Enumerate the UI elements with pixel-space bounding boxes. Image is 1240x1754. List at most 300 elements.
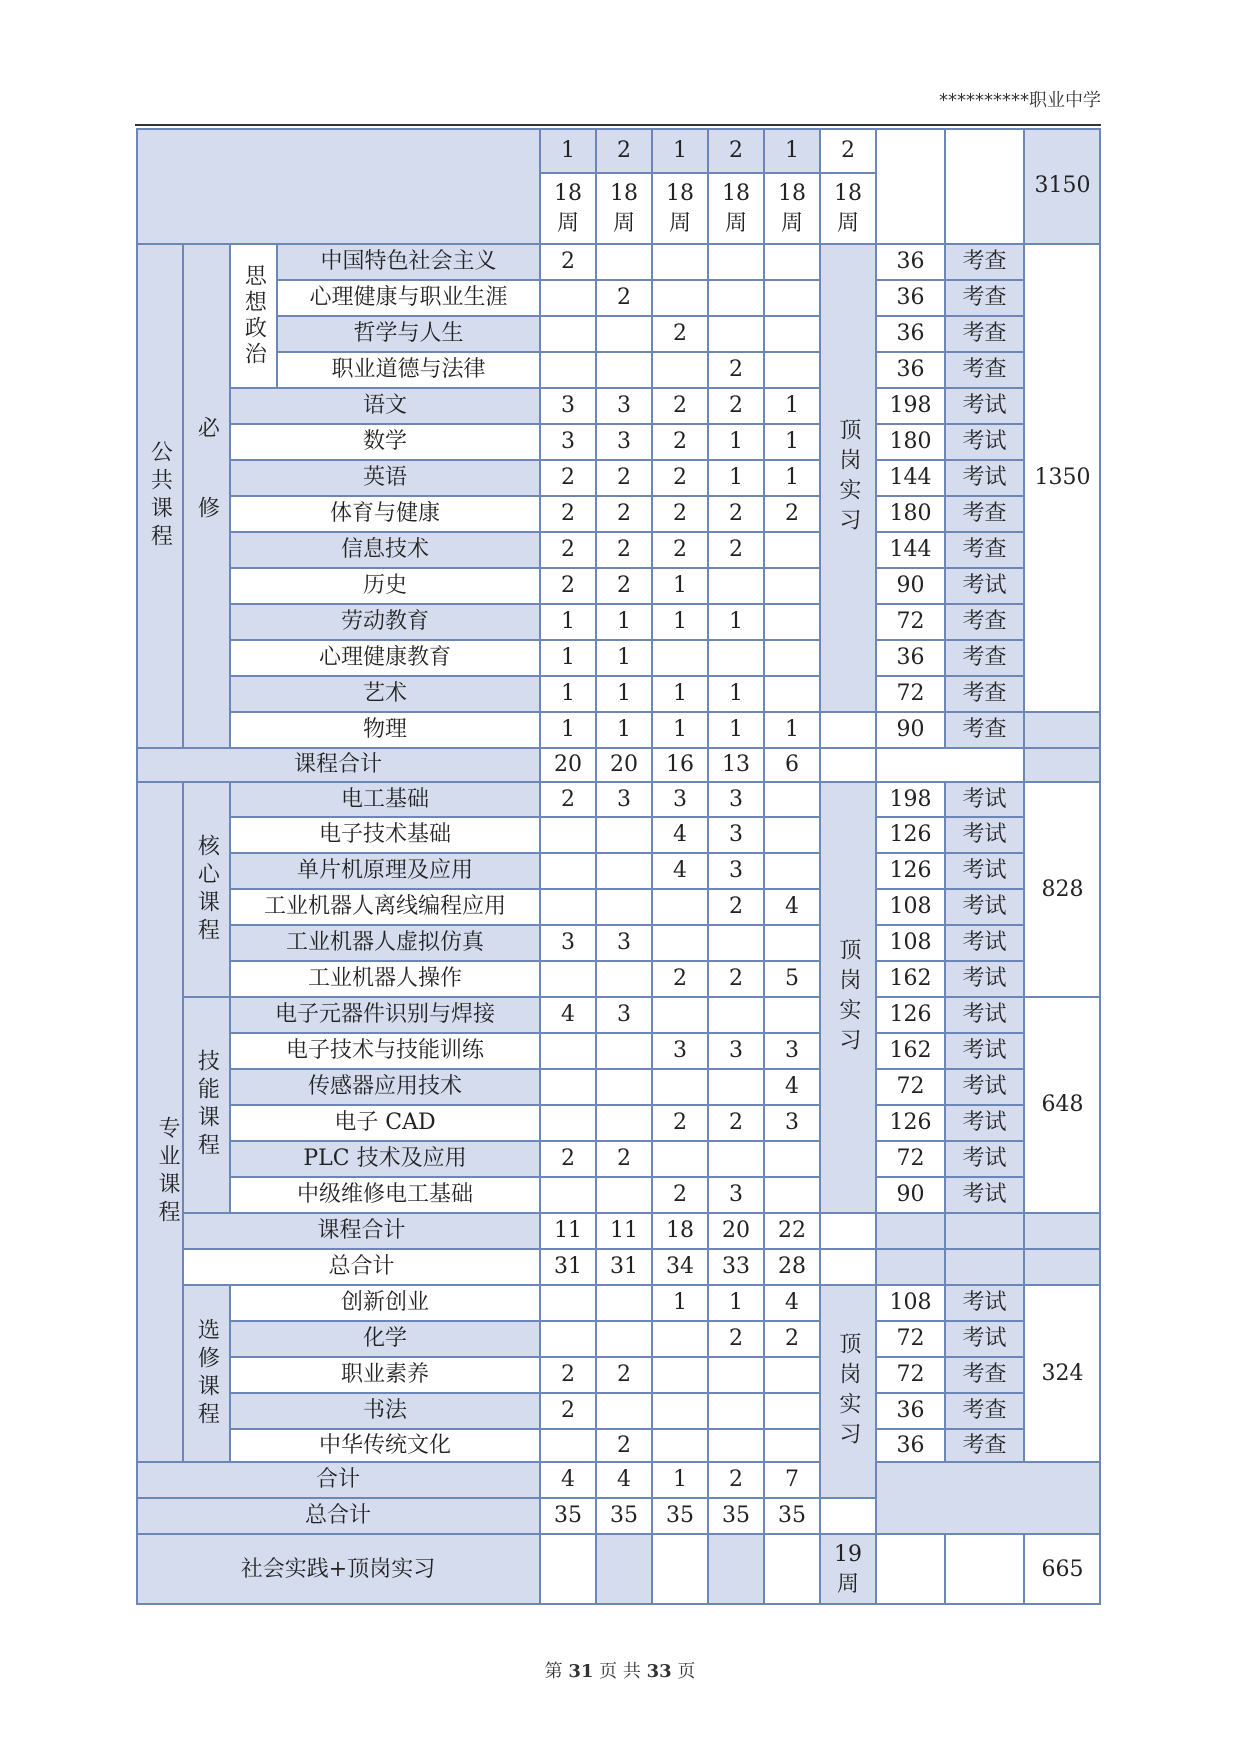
course-hours-cell: 2 (540, 782, 596, 817)
course-total-hours-cell: 72 (876, 604, 945, 640)
course-exam-type-cell: 考试 (945, 568, 1024, 604)
course-hours-cell (596, 352, 652, 388)
course-name-cell: 劳动教育 (230, 604, 540, 640)
course-total-hours-cell: 36 (876, 352, 945, 388)
course-name-cell: 书法 (230, 1393, 540, 1429)
course-hours-cell (708, 280, 764, 316)
course-name-cell: 传感器应用技术 (230, 1069, 540, 1105)
course-hours-cell: 2 (596, 280, 652, 316)
public-sum-blank (820, 748, 876, 782)
course-exam-type-cell: 考试 (945, 1321, 1024, 1357)
course-hours-cell: 1 (596, 604, 652, 640)
course-total-hours-cell: 198 (876, 782, 945, 817)
course-exam-type-cell: 考试 (945, 782, 1024, 817)
course-exam-type-cell: 考试 (945, 961, 1024, 997)
professional-grand-row-blank (945, 1249, 1024, 1285)
elective-sum-cell: 2 (708, 1462, 764, 1498)
public-sum-label: 课程合计 (136, 748, 540, 782)
course-hours-cell (708, 1393, 764, 1429)
course-total-hours-cell: 108 (876, 1285, 945, 1321)
course-hours-cell (540, 352, 596, 388)
professional-sum-row-blank (876, 1213, 945, 1249)
course-hours-cell (764, 640, 820, 676)
course-hours-cell: 3 (540, 388, 596, 424)
course-exam-type-cell: 考试 (945, 1105, 1024, 1141)
course-hours-cell: 4 (764, 1069, 820, 1105)
course-hours-cell (652, 1069, 708, 1105)
course-hours-cell (652, 925, 708, 961)
course-hours-cell (764, 1177, 820, 1213)
course-hours-cell (540, 1285, 596, 1321)
course-hours-cell (540, 1429, 596, 1462)
course-total-hours-cell: 72 (876, 676, 945, 712)
course-hours-cell: 3 (596, 388, 652, 424)
course-hours-cell (540, 961, 596, 997)
course-hours-cell (596, 1393, 652, 1429)
course-total-hours-cell: 180 (876, 496, 945, 532)
course-exam-type-cell: 考试 (945, 1033, 1024, 1069)
course-name-cell: 历史 (230, 568, 540, 604)
course-hours-cell: 3 (540, 925, 596, 961)
course-total-hours-cell: 36 (876, 244, 945, 280)
course-hours-cell (764, 316, 820, 352)
course-exam-type-cell: 考试 (945, 1285, 1024, 1321)
course-exam-type-cell: 考查 (945, 244, 1024, 280)
public-sum-blank (876, 748, 1024, 782)
course-hours-cell (708, 997, 764, 1033)
practice-blank (596, 1534, 652, 1605)
course-hours-cell: 3 (596, 997, 652, 1033)
course-hours-cell: 3 (652, 782, 708, 817)
course-hours-cell: 2 (652, 1177, 708, 1213)
course-hours-cell: 2 (708, 1105, 764, 1141)
course-total-hours-cell: 126 (876, 817, 945, 853)
course-hours-cell: 3 (596, 424, 652, 460)
course-total-hours-cell: 180 (876, 424, 945, 460)
course-hours-cell: 2 (596, 568, 652, 604)
practice-label: 社会实践+顶岗实习 (136, 1534, 540, 1605)
course-total-hours-cell: 90 (876, 568, 945, 604)
course-hours-cell (764, 817, 820, 853)
public-subtotal-cell: 1350 (1024, 244, 1101, 712)
course-name-cell: 艺术 (230, 676, 540, 712)
course-hours-cell: 1 (540, 676, 596, 712)
course-hours-cell (540, 316, 596, 352)
practice-weeks-cell: 19周 (820, 1534, 876, 1605)
course-exam-type-cell: 考查 (945, 496, 1024, 532)
course-hours-cell: 3 (764, 1033, 820, 1069)
course-hours-cell (596, 1033, 652, 1069)
course-hours-cell (540, 1177, 596, 1213)
course-total-hours-cell: 72 (876, 1069, 945, 1105)
header-school-name: **********职业中学 (939, 90, 1101, 111)
course-hours-cell: 2 (540, 568, 596, 604)
course-name-cell: 电子 CAD (230, 1105, 540, 1141)
course-hours-cell (596, 889, 652, 925)
course-hours-cell: 2 (540, 1141, 596, 1177)
course-hours-cell (652, 1357, 708, 1393)
course-name-cell: 哲学与人生 (277, 316, 540, 352)
professional-grand-row: 总合计 (183, 1249, 540, 1285)
elective-sum-label: 合计 (136, 1462, 540, 1498)
course-name-cell: 电子技术与技能训练 (230, 1033, 540, 1069)
course-exam-type-cell: 考查 (945, 676, 1024, 712)
professional-sum-row-value: 11 (596, 1213, 652, 1249)
elective-sum-cell: 4 (540, 1462, 596, 1498)
course-name-cell: 工业机器人操作 (230, 961, 540, 997)
elective-sum-blank (876, 1462, 1101, 1534)
course-hours-cell: 2 (708, 352, 764, 388)
course-hours-cell (764, 1357, 820, 1393)
course-hours-cell (540, 1105, 596, 1141)
course-hours-cell (708, 1357, 764, 1393)
professional-grand-row-value: 34 (652, 1249, 708, 1285)
course-hours-cell (596, 1321, 652, 1357)
course-hours-cell (540, 853, 596, 889)
course-hours-cell: 1 (708, 460, 764, 496)
course-name-cell: 物理 (230, 712, 540, 748)
header-total-blank (876, 128, 945, 244)
course-hours-cell: 3 (708, 853, 764, 889)
semester-weeks-cell: 18周 (764, 173, 820, 244)
course-exam-type-cell: 考试 (945, 853, 1024, 889)
professional-grand-row-blank (876, 1249, 945, 1285)
course-hours-cell: 2 (708, 388, 764, 424)
course-hours-cell (764, 568, 820, 604)
course-exam-type-cell: 考试 (945, 817, 1024, 853)
public-sum-cell: 13 (708, 748, 764, 782)
course-hours-cell: 2 (540, 1393, 596, 1429)
professional-grand-row-value: 33 (708, 1249, 764, 1285)
course-hours-cell (764, 1393, 820, 1429)
course-exam-type-cell: 考查 (945, 640, 1024, 676)
course-hours-cell (764, 532, 820, 568)
professional-courses-label: 专业课程 (136, 782, 183, 1462)
professional-sum-row-value: 11 (540, 1213, 596, 1249)
course-hours-cell: 2 (540, 460, 596, 496)
semester-number-cell: 2 (708, 128, 764, 173)
course-hours-cell (764, 782, 820, 817)
professional-internship-cell: 顶岗实习 (820, 782, 876, 1213)
professional-grand-row-value: 28 (764, 1249, 820, 1285)
course-exam-type-cell: 考试 (945, 460, 1024, 496)
final-total-label: 总合计 (136, 1498, 540, 1534)
semester-weeks-cell: 18周 (652, 173, 708, 244)
professional-sum-row: 课程合计 (183, 1213, 540, 1249)
semester-number-cell: 1 (764, 128, 820, 173)
course-hours-cell (708, 316, 764, 352)
semester-number-cell: 2 (596, 128, 652, 173)
practice-blank (764, 1534, 820, 1605)
course-hours-cell (652, 244, 708, 280)
course-total-hours-cell: 144 (876, 532, 945, 568)
course-hours-cell: 3 (708, 1033, 764, 1069)
course-exam-type-cell: 考查 (945, 1429, 1024, 1462)
public-courses-label: 公共课程 (136, 244, 183, 748)
footer-page-number: 31 (568, 1661, 594, 1682)
course-hours-cell (652, 889, 708, 925)
course-exam-type-cell: 考试 (945, 1141, 1024, 1177)
course-hours-cell (652, 352, 708, 388)
course-hours-cell (652, 997, 708, 1033)
elective-courses-label: 选修课程 (183, 1285, 230, 1462)
course-hours-cell (708, 568, 764, 604)
course-hours-cell: 4 (764, 1285, 820, 1321)
course-hours-cell: 3 (708, 1177, 764, 1213)
practice-blank (945, 1534, 1024, 1605)
course-total-hours-cell: 144 (876, 460, 945, 496)
semester-number-cell: 2 (820, 128, 876, 173)
course-hours-cell: 1 (708, 424, 764, 460)
course-exam-type-cell: 考查 (945, 604, 1024, 640)
course-exam-type-cell: 考查 (945, 1393, 1024, 1429)
course-hours-cell: 3 (764, 1105, 820, 1141)
course-hours-cell (596, 244, 652, 280)
course-hours-cell: 1 (708, 604, 764, 640)
public-subtotal-tail (1024, 712, 1101, 748)
final-total-cell: 35 (708, 1498, 764, 1534)
course-hours-cell: 4 (652, 817, 708, 853)
course-hours-cell: 1 (708, 712, 764, 748)
footer-suffix: 页 (677, 1661, 696, 1682)
footer-mid: 页 共 (599, 1661, 641, 1682)
course-hours-cell: 1 (708, 676, 764, 712)
course-hours-cell: 2 (652, 424, 708, 460)
course-hours-cell: 3 (708, 782, 764, 817)
course-hours-cell: 2 (708, 889, 764, 925)
course-total-hours-cell: 72 (876, 1357, 945, 1393)
semester-number-cell: 1 (652, 128, 708, 173)
course-hours-cell: 1 (596, 676, 652, 712)
course-name-cell: 信息技术 (230, 532, 540, 568)
elective-subtotal-cell: 324 (1024, 1285, 1101, 1462)
course-exam-type-cell: 考试 (945, 1069, 1024, 1105)
course-hours-cell: 2 (708, 496, 764, 532)
course-hours-cell: 1 (652, 676, 708, 712)
public-sum-blank (1024, 748, 1101, 782)
course-hours-cell: 3 (596, 782, 652, 817)
course-hours-cell (764, 676, 820, 712)
course-hours-cell (764, 1429, 820, 1462)
course-exam-type-cell: 考查 (945, 712, 1024, 748)
course-hours-cell (596, 853, 652, 889)
skill-subtotal-cell: 648 (1024, 997, 1101, 1213)
course-hours-cell (764, 244, 820, 280)
course-name-cell: 职业素养 (230, 1357, 540, 1393)
course-hours-cell: 1 (652, 1285, 708, 1321)
course-hours-cell (652, 1429, 708, 1462)
course-hours-cell: 1 (652, 568, 708, 604)
course-hours-cell (708, 244, 764, 280)
course-name-cell: 中国特色社会主义 (277, 244, 540, 280)
course-hours-cell (596, 817, 652, 853)
course-name-cell: 工业机器人虚拟仿真 (230, 925, 540, 961)
public-sum-cell: 6 (764, 748, 820, 782)
course-hours-cell (764, 280, 820, 316)
elective-sum-cell: 4 (596, 1462, 652, 1498)
semester-weeks-cell: 18周 (540, 173, 596, 244)
course-hours-cell: 2 (540, 496, 596, 532)
course-hours-cell (596, 316, 652, 352)
professional-sum-row-value: 18 (652, 1213, 708, 1249)
course-name-cell: 创新创业 (230, 1285, 540, 1321)
course-name-cell: 体育与健康 (230, 496, 540, 532)
course-total-hours-cell: 162 (876, 961, 945, 997)
public-sum-cell: 16 (652, 748, 708, 782)
course-hours-cell: 1 (764, 388, 820, 424)
course-name-cell: 英语 (230, 460, 540, 496)
course-hours-cell: 2 (596, 460, 652, 496)
course-hours-cell (652, 1393, 708, 1429)
course-hours-cell (540, 1069, 596, 1105)
course-total-hours-cell: 72 (876, 1141, 945, 1177)
total-hours-all-cell: 3150 (1024, 128, 1101, 244)
course-name-cell: 工业机器人离线编程应用 (230, 889, 540, 925)
course-total-hours-cell: 126 (876, 853, 945, 889)
course-hours-cell: 2 (708, 1321, 764, 1357)
professional-grand-row-blank (1024, 1249, 1101, 1285)
course-hours-cell (708, 925, 764, 961)
course-hours-cell (540, 817, 596, 853)
course-hours-cell (708, 1069, 764, 1105)
elective-sum-cell: 7 (764, 1462, 820, 1498)
course-name-cell: 中级维修电工基础 (230, 1177, 540, 1213)
final-total-cell: 35 (540, 1498, 596, 1534)
course-hours-cell: 1 (764, 424, 820, 460)
course-exam-type-cell: 考试 (945, 388, 1024, 424)
course-exam-type-cell: 考试 (945, 925, 1024, 961)
course-exam-type-cell: 考试 (945, 1177, 1024, 1213)
practice-blank (652, 1534, 708, 1605)
course-total-hours-cell: 36 (876, 1393, 945, 1429)
skill-courses-label: 技能课程 (183, 997, 230, 1213)
header-blank-cell (136, 128, 540, 244)
course-hours-cell (708, 640, 764, 676)
course-total-hours-cell: 198 (876, 388, 945, 424)
course-hours-cell: 1 (764, 460, 820, 496)
course-exam-type-cell: 考试 (945, 997, 1024, 1033)
semester-weeks-cell: 18周 (820, 173, 876, 244)
public-sum-cell: 20 (596, 748, 652, 782)
course-exam-type-cell: 考查 (945, 532, 1024, 568)
semester-weeks-cell: 18周 (596, 173, 652, 244)
course-hours-cell: 4 (652, 853, 708, 889)
course-hours-cell: 1 (596, 712, 652, 748)
course-hours-cell: 2 (652, 460, 708, 496)
elective-sum-cell: 1 (652, 1462, 708, 1498)
course-hours-cell: 4 (540, 997, 596, 1033)
course-total-hours-cell: 36 (876, 640, 945, 676)
course-hours-cell: 2 (652, 388, 708, 424)
professional-sum-row-blank (945, 1213, 1024, 1249)
course-total-hours-cell: 90 (876, 712, 945, 748)
course-hours-cell: 2 (596, 1429, 652, 1462)
professional-grand-row-value: 31 (596, 1249, 652, 1285)
course-hours-cell (652, 280, 708, 316)
professional-sum-row-value: 22 (764, 1213, 820, 1249)
semester-number-cell: 1 (540, 128, 596, 173)
required-label: 必修 (183, 244, 230, 748)
public-internship-cell: 顶岗实习 (820, 244, 876, 712)
course-hours-cell: 2 (540, 532, 596, 568)
course-hours-cell (596, 961, 652, 997)
course-hours-cell: 2 (652, 532, 708, 568)
course-name-cell: 中华传统文化 (230, 1429, 540, 1462)
course-name-cell: 电子元器件识别与焊接 (230, 997, 540, 1033)
course-total-hours-cell: 126 (876, 997, 945, 1033)
course-hours-cell: 2 (652, 1105, 708, 1141)
header-exam-blank (945, 128, 1024, 244)
course-name-cell: 电工基础 (230, 782, 540, 817)
course-hours-cell: 3 (652, 1033, 708, 1069)
course-hours-cell: 2 (764, 496, 820, 532)
course-hours-cell (596, 1177, 652, 1213)
core-subtotal-cell: 828 (1024, 782, 1101, 997)
final-total-cell: 35 (764, 1498, 820, 1534)
final-total-cell: 35 (652, 1498, 708, 1534)
course-hours-cell: 2 (708, 961, 764, 997)
course-hours-cell (596, 1105, 652, 1141)
course-hours-cell: 2 (596, 496, 652, 532)
course-hours-cell: 1 (540, 604, 596, 640)
professional-grand-row-blank (820, 1249, 876, 1285)
course-hours-cell: 2 (708, 532, 764, 568)
final-total-cell: 35 (596, 1498, 652, 1534)
course-total-hours-cell: 162 (876, 1033, 945, 1069)
elective-internship-cell: 顶岗实习 (820, 1285, 876, 1498)
course-total-hours-cell: 72 (876, 1321, 945, 1357)
course-hours-cell (764, 925, 820, 961)
course-hours-cell: 2 (596, 1357, 652, 1393)
course-exam-type-cell: 考查 (945, 352, 1024, 388)
public-sum-cell: 20 (540, 748, 596, 782)
course-hours-cell: 1 (540, 640, 596, 676)
practice-hours-cell: 665 (1024, 1534, 1101, 1605)
course-exam-type-cell: 考查 (945, 316, 1024, 352)
course-hours-cell: 1 (708, 1285, 764, 1321)
course-hours-cell (764, 352, 820, 388)
professional-sum-row-blank (820, 1213, 876, 1249)
course-hours-cell: 1 (652, 712, 708, 748)
politics-label: 思想政治 (230, 244, 277, 388)
footer-prefix: 第 (544, 1661, 563, 1682)
course-hours-cell (764, 1141, 820, 1177)
practice-blank (708, 1534, 764, 1605)
course-hours-cell (764, 997, 820, 1033)
professional-grand-row-value: 31 (540, 1249, 596, 1285)
course-hours-cell (708, 1429, 764, 1462)
course-hours-cell: 2 (540, 244, 596, 280)
course-name-cell: 语文 (230, 388, 540, 424)
course-total-hours-cell: 36 (876, 280, 945, 316)
course-hours-cell: 3 (596, 925, 652, 961)
course-hours-cell (540, 1033, 596, 1069)
course-hours-cell: 5 (764, 961, 820, 997)
course-name-cell: 心理健康教育 (230, 640, 540, 676)
course-hours-cell (708, 1141, 764, 1177)
course-name-cell: PLC 技术及应用 (230, 1141, 540, 1177)
course-hours-cell (652, 1141, 708, 1177)
course-total-hours-cell: 90 (876, 1177, 945, 1213)
course-name-cell: 单片机原理及应用 (230, 853, 540, 889)
course-name-cell: 化学 (230, 1321, 540, 1357)
course-hours-cell: 2 (652, 961, 708, 997)
course-exam-type-cell: 考试 (945, 889, 1024, 925)
course-hours-cell: 1 (596, 640, 652, 676)
course-total-hours-cell: 36 (876, 1429, 945, 1462)
course-hours-cell (596, 1285, 652, 1321)
course-total-hours-cell: 108 (876, 889, 945, 925)
